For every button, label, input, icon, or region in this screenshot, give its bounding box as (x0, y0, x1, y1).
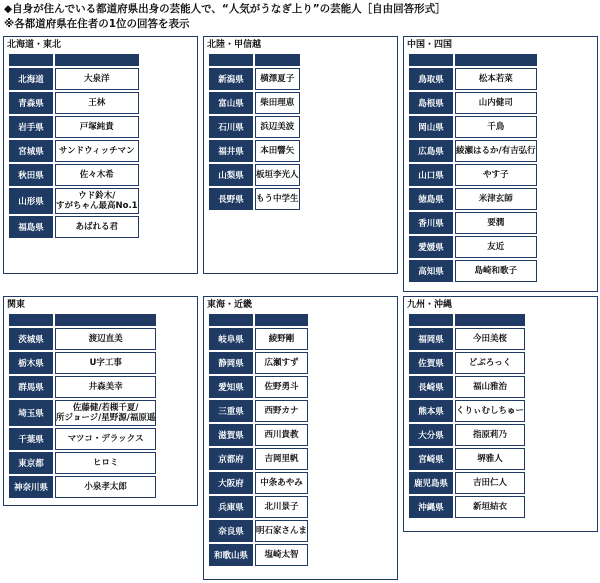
answer-text: 明石家さんま (256, 526, 308, 536)
table-row (9, 216, 139, 238)
table-row (209, 92, 300, 114)
prefecture-cell: 山梨県 (209, 164, 255, 186)
answer-text: 友近 (487, 242, 505, 252)
answer-text: 米津玄師 (478, 194, 513, 204)
table-row (409, 236, 537, 258)
answer-cell (455, 116, 537, 138)
answer-text: 堺雅人 (477, 454, 503, 464)
answer-text: 横澤夏子 (260, 74, 295, 84)
prefecture-cell: 島根県 (409, 92, 455, 114)
table-row (209, 68, 300, 90)
table-row (409, 472, 525, 494)
table-row (209, 520, 308, 542)
prefecture-cell: 岐阜県 (209, 328, 255, 350)
table-row (409, 352, 525, 374)
answer-cell (255, 400, 308, 422)
answer-text: くりぃむしちゅー (456, 406, 525, 416)
answer-cell (55, 188, 139, 214)
answer-cell (55, 452, 156, 474)
region-name: 北陸・甲信越 (207, 40, 262, 50)
prefecture-cell: 静岡県 (209, 352, 255, 374)
answer-cell (255, 376, 308, 398)
prefecture-cell: 秋田県 (9, 164, 55, 186)
answer-cell (255, 328, 308, 350)
answer-text: 本田響矢 (260, 146, 295, 156)
answer-text: 大泉洋 (84, 74, 110, 84)
answer-cell (55, 428, 156, 450)
answer-cell (255, 68, 300, 90)
prefecture-cell: 大阪府 (209, 472, 255, 494)
table-row (409, 400, 525, 422)
header-cell (9, 314, 55, 326)
answer-cell (455, 496, 525, 518)
table-row (209, 448, 308, 470)
prefecture-cell: 福島県 (9, 216, 55, 238)
prefecture-cell: 兵庫県 (209, 496, 255, 518)
answer-text-line2: 所ジョージ/星野源/福原遥 (56, 413, 156, 423)
answer-text: ウド鈴木/ (78, 191, 116, 201)
table-row (209, 496, 308, 518)
prefecture-cell: 広島県 (409, 140, 455, 162)
answer-text: 綾野剛 (268, 334, 295, 344)
answer-text: 福山雅治 (473, 382, 508, 392)
prefecture-cell: 北海道 (9, 68, 55, 90)
answer-cell (55, 68, 139, 90)
prefecture-cell: 福井県 (209, 140, 255, 162)
ranking-table (209, 312, 308, 568)
prefecture-cell: 鹿児島県 (409, 472, 455, 494)
prefecture-cell: 高知県 (409, 260, 455, 282)
table-row (409, 424, 525, 446)
header-cell (409, 314, 455, 326)
answer-text: 戸塚純貴 (79, 122, 114, 132)
answer-text: 新垣結衣 (473, 502, 508, 512)
prefecture-cell: 千葉県 (9, 428, 55, 450)
answer-text: 松本若菜 (478, 74, 513, 84)
answer-cell (255, 140, 300, 162)
table-row (209, 544, 308, 566)
answer-text: ヒロミ (92, 458, 119, 468)
table-row (209, 424, 308, 446)
answer-cell (255, 352, 308, 374)
table-row (9, 376, 156, 398)
ranking-table (209, 52, 300, 212)
answer-text: U字工事 (89, 358, 122, 368)
prefecture-cell: 長崎県 (409, 376, 455, 398)
table-header-row (209, 314, 308, 326)
table-header-row (9, 314, 156, 326)
answer-cell (255, 472, 308, 494)
answer-cell (55, 376, 156, 398)
answer-text: 指原莉乃 (473, 430, 508, 440)
table-row (409, 164, 537, 186)
answer-cell (55, 400, 156, 426)
answer-text: 綾瀬はるか/有吉弘行 (456, 146, 536, 156)
table-row (209, 376, 308, 398)
header-cell (409, 54, 455, 66)
prefecture-cell: 愛媛県 (409, 236, 455, 258)
answer-text-line2: すがちゃん最高No.1 (56, 201, 138, 211)
table-row (409, 188, 537, 210)
region-name: 九州・沖縄 (407, 300, 453, 310)
answer-cell (255, 496, 308, 518)
table-row (9, 428, 156, 450)
answer-cell (455, 188, 537, 210)
answer-cell (255, 188, 300, 210)
answer-cell (55, 216, 139, 238)
answer-text: やす子 (483, 170, 509, 180)
answer-cell (55, 140, 139, 162)
answer-text: 王林 (88, 98, 106, 108)
prefecture-cell: 徳島県 (409, 188, 455, 210)
table-row (409, 376, 525, 398)
table-row (409, 116, 537, 138)
prefecture-cell: 岩手県 (9, 116, 55, 138)
table-row (409, 68, 537, 90)
header-cell (209, 54, 255, 66)
answer-text: 浜辺美波 (260, 122, 295, 132)
answer-cell (55, 352, 156, 374)
region-panel (203, 296, 398, 580)
table-row (409, 448, 525, 470)
prefecture-cell: 富山県 (209, 92, 255, 114)
answer-text: 佐野勇斗 (264, 382, 299, 392)
answer-cell (55, 328, 156, 350)
prefecture-cell: 山形県 (9, 188, 55, 214)
table-row (409, 212, 537, 234)
region-panel (203, 36, 398, 274)
prefecture-cell: 福岡県 (409, 328, 455, 350)
answer-cell (455, 212, 537, 234)
answer-text: 要潤 (487, 218, 505, 228)
prefecture-cell: 石川県 (209, 116, 255, 138)
answer-text: あばれる君 (75, 222, 119, 232)
header-cell (55, 314, 156, 326)
answer-cell (455, 92, 537, 114)
answer-cell (455, 472, 525, 494)
table-row (9, 476, 156, 498)
table-header-row (209, 54, 300, 66)
header-cell (9, 54, 55, 66)
prefecture-cell: 山口県 (409, 164, 455, 186)
region-panel (3, 36, 198, 274)
prefecture-cell: 埼玉県 (9, 400, 55, 426)
answer-text: 塩崎太智 (264, 550, 299, 560)
prefecture-cell: 三重県 (209, 400, 255, 422)
table-row (409, 140, 537, 162)
header-cell (55, 54, 139, 66)
answer-cell (55, 476, 156, 498)
prefecture-cell: 鳥取県 (409, 68, 455, 90)
answer-cell (255, 424, 308, 446)
table-row (9, 116, 139, 138)
table-row (9, 352, 156, 374)
answer-cell (455, 400, 525, 422)
prefecture-cell: 茨城県 (9, 328, 55, 350)
answer-cell (255, 92, 300, 114)
table-row (9, 328, 156, 350)
table-row (209, 352, 308, 374)
ranking-table (409, 52, 537, 284)
region-panel (403, 296, 598, 532)
prefecture-cell: 長野県 (209, 188, 255, 210)
answer-cell (255, 448, 308, 470)
table-row (209, 472, 308, 494)
answer-cell (455, 328, 525, 350)
header-cell (255, 54, 300, 66)
table-row (409, 260, 537, 282)
answer-text: 吉岡里帆 (264, 454, 299, 464)
ranking-table (9, 312, 156, 500)
prefecture-cell: 新潟県 (209, 68, 255, 90)
ranking-table (9, 52, 139, 240)
answer-text: マツコ・デラックス (67, 434, 144, 444)
answer-text: 西野カナ (264, 406, 299, 416)
answer-text: 佐藤健/若槻千夏/ (72, 403, 139, 413)
prefecture-cell: 愛知県 (209, 376, 255, 398)
table-row (409, 496, 525, 518)
ranking-table (409, 312, 525, 520)
header-cell (455, 54, 537, 66)
answer-text: 井森美幸 (88, 382, 123, 392)
answer-cell (455, 376, 525, 398)
answer-text: 吉田仁人 (473, 478, 508, 488)
page-title: ◆自身が住んでいる都道府県出身の芸能人で、“人気がうなぎ上り”の芸能人［自由回答形式］ (4, 3, 446, 15)
answer-text: 島崎和歌子 (474, 266, 518, 276)
prefecture-cell: 和歌山県 (209, 544, 255, 566)
table-row (209, 116, 300, 138)
prefecture-cell: 奈良県 (209, 520, 255, 542)
answer-text: 山内健司 (478, 98, 513, 108)
region-name: 中国・四国 (407, 40, 453, 50)
answer-cell (255, 164, 300, 186)
region-panel (403, 36, 598, 292)
answer-text: 西川貴教 (264, 430, 299, 440)
table-row (209, 328, 308, 350)
table-header-row (9, 54, 139, 66)
answer-text: 北川景子 (264, 502, 299, 512)
prefecture-cell: 宮崎県 (409, 448, 455, 470)
header-cell (255, 314, 308, 326)
header-cell (209, 314, 255, 326)
table-header-row (409, 314, 525, 326)
table-row (9, 452, 156, 474)
answer-cell (255, 544, 308, 566)
answer-text: 柴田理恵 (260, 98, 295, 108)
answer-text: 渡辺直美 (88, 334, 123, 344)
answer-text: 今田美桜 (473, 334, 508, 344)
table-row (209, 400, 308, 422)
table-row (9, 188, 139, 214)
header-cell (455, 314, 525, 326)
answer-text: 佐々木希 (79, 170, 114, 180)
answer-cell (455, 352, 525, 374)
answer-text: もう中学生 (256, 194, 299, 204)
answer-cell (455, 448, 525, 470)
answer-cell (455, 140, 537, 162)
answer-cell (55, 116, 139, 138)
answer-text: 広瀬すず (264, 358, 299, 368)
prefecture-cell: 滋賀県 (209, 424, 255, 446)
answer-cell (55, 164, 139, 186)
answer-text: サンドウィッチマン (59, 146, 135, 156)
answer-text: 小泉孝太郎 (84, 482, 127, 492)
table-header-row (409, 54, 537, 66)
prefecture-cell: 群馬県 (9, 376, 55, 398)
prefecture-cell: 宮城県 (9, 140, 55, 162)
region-name: 関東 (7, 300, 26, 310)
answer-cell (455, 164, 537, 186)
page-subtitle: ※各都道府県在住者の1位の回答を表示 (4, 18, 190, 30)
prefecture-cell: 神奈川県 (9, 476, 55, 498)
answer-cell (55, 92, 139, 114)
prefecture-cell: 熊本県 (409, 400, 455, 422)
table-row (9, 400, 156, 426)
prefecture-cell: 沖縄県 (409, 496, 455, 518)
answer-cell (455, 260, 537, 282)
answer-cell (455, 236, 537, 258)
answer-cell (255, 520, 308, 542)
prefecture-cell: 東京都 (9, 452, 55, 474)
table-row (209, 140, 300, 162)
prefecture-cell: 佐賀県 (409, 352, 455, 374)
answer-text: 板垣李光人 (256, 170, 299, 180)
answer-text: 千鳥 (487, 122, 505, 132)
prefecture-cell: 大分県 (409, 424, 455, 446)
table-row (9, 92, 139, 114)
answer-text: 中条あやみ (260, 478, 303, 488)
answer-cell (255, 116, 300, 138)
table-row (209, 188, 300, 210)
prefecture-cell: 青森県 (9, 92, 55, 114)
prefecture-cell: 京都府 (209, 448, 255, 470)
answer-cell (455, 424, 525, 446)
region-name: 北海道・東北 (7, 40, 62, 50)
answer-cell (455, 68, 537, 90)
table-row (209, 164, 300, 186)
table-row (409, 92, 537, 114)
table-row (9, 140, 139, 162)
table-row (409, 328, 525, 350)
table-row (9, 164, 139, 186)
table-row (9, 68, 139, 90)
region-panel (3, 296, 198, 506)
prefecture-cell: 岡山県 (409, 116, 455, 138)
answer-text: どぶろっく (468, 358, 512, 368)
prefecture-cell: 香川県 (409, 212, 455, 234)
region-name: 東海・近畿 (207, 300, 253, 310)
prefecture-cell: 栃木県 (9, 352, 55, 374)
